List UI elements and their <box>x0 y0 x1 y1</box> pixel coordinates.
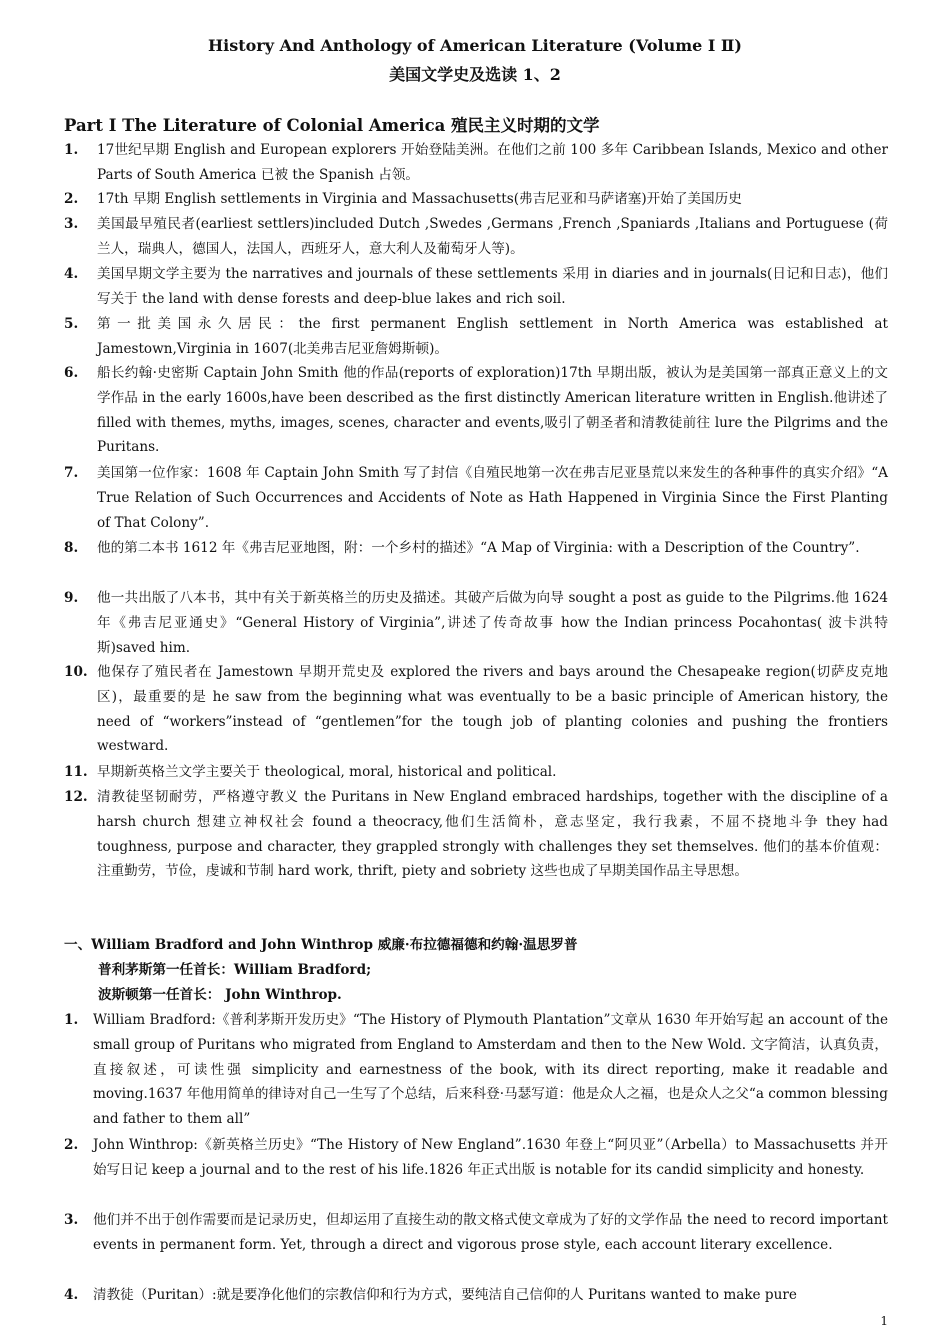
list-item-number: 2. <box>64 191 79 207</box>
list-item-text: 美国最早殖民者(earliest settlers)included Dutch ,Swedes ,Germans ,French ,Spaniards ,Italians and Portuguese (荷兰人，瑞典人，德国人，法国人，西班牙人，意大利人及葡萄牙人等)。 <box>97 216 888 257</box>
list-item-number: 5. <box>64 316 79 332</box>
list-item <box>64 138 888 188</box>
list-item-number: 10. <box>64 664 88 680</box>
list-item <box>64 660 888 759</box>
list-item <box>64 1133 888 1183</box>
list-item-number: 8. <box>64 540 79 556</box>
list-item <box>64 760 888 785</box>
list-item-text: 早期新英格兰文学主要关于 theological, moral, historical and political. <box>97 764 557 780</box>
list-item <box>64 187 888 212</box>
list-item-text: 17th 早期 English settlements in Virginia and Massachusetts(弗吉尼亚和马萨诸塞)开始了美国历史 <box>97 191 742 207</box>
list-item-text: 美国第一位作家：1608 年 Captain John Smith 写了封信《自殖民地第一次在弗吉尼亚垦荒以来发生的各种事件的真实介绍》“A True Relation of Such Occurrences and Accidents of Note as Hath Happened in Virginia Since the First Planting of That Colony”. <box>97 465 888 531</box>
list-item-number: 1. <box>64 142 79 158</box>
list-item-text: 第一批美国永久居民：the first permanent English settlement in North America was established at Jamestown,Virginia in 1607(北美弗吉尼亚詹姆斯顿)。 <box>97 316 888 357</box>
list-item-text: William Bradford:《普利茅斯开发历史》“The History of Plymouth Plantation”文章从 1630 年开始写起 an account of the small group of Puritans who migrated from England to Amsterdam and then to the New Wold. 文字简洁，认真负责，直接叙述，可读性强 simplicity and earnestness of the book, with its direct reporting, make it readable and moving.1637 年他用简单的律诗对自己一生写了个总结，后来科登·马瑟写道：他是众人之福，也是众人之父“a common blessing and father to them all” <box>93 1012 888 1128</box>
list-item-number: 1. <box>64 1012 79 1028</box>
section-note: 普利茅斯第一任首长：William Bradford; <box>98 962 372 978</box>
list-item-text: 17世纪早期 English and European explorers 开始登陆美洲。在他们之前 100 多年 Caribbean Islands, Mexico and other Parts of South America 已被 the Spanish 占领。 <box>97 142 888 183</box>
list-item-text: 他的第二本书 1612 年《弗吉尼亚地图，附：一个乡村的描述》“A Map of Virginia: with a Description of the Country”. <box>97 540 860 556</box>
list-item <box>64 1208 888 1258</box>
list-item <box>64 312 888 362</box>
list-item-number: 9. <box>64 590 79 606</box>
part-heading: Part Ⅰ The Literature of Colonial America 殖民主义时期的文学 <box>64 116 600 135</box>
section-heading-text: 一、William Bradford and John Winthrop 威廉·布拉德福德和约翰·温思罗普 <box>64 937 578 953</box>
list-item-number: 3. <box>64 216 79 232</box>
list-item-number: 12. <box>64 789 88 805</box>
document-title-english: History And Anthology of American Literature (Volume Ⅰ Ⅱ) <box>208 36 742 55</box>
list-item <box>64 1283 888 1308</box>
list-item-text: 清教徒坚韧耐劳，严格遵守教义 the Puritans in New England embraced hardships, together with the discipline of a harsh church 想建立神权社会 found a theocracy,他们生活简朴，意志坚定，我行我素，不屈不挠地斗争 they had toughness, purpose and character, they grappled strongly with challenges they set themselves. 他们的基本价值观：注重勤劳，节俭，虔诚和节制 hard work, thrift, piety and sobriety 这些也成了早期美国作品主导思想。 <box>97 789 888 880</box>
list-item-number: 4. <box>64 266 79 282</box>
list-item <box>64 262 888 312</box>
list-item-text: 船长约翰·史密斯 Captain John Smith 他的作品(reports of exploration)17th 早期出版，被认为是美国第一部真正意义上的文学作品 in the early 1600s,have been described as the first distinctly American literature written in English.他讲述了 filled with themes, myths, images, scenes, character and events,吸引了朝圣者和清教徒前往 lure the Pilgrims and the Puritans. <box>97 365 888 456</box>
list-item <box>64 1008 888 1132</box>
page-number: 1 <box>880 1314 888 1328</box>
list-item-text: 他们并不出于创作需要而是记录历史，但却运用了直接生动的散文格式使文章成为了好的文学作品 the need to record important events in permanent form. Yet, through a direct and vigorous prose style, each account literary excellence. <box>93 1212 888 1253</box>
list-item <box>64 361 888 460</box>
section-heading <box>64 933 577 958</box>
list-item <box>64 536 888 561</box>
list-item-text: John Winthrop:《新英格兰历史》“The History of New England”.1630 年登上“阿贝亚”（Arbella）to Massachusetts 并开始写日记 keep a journal and to the rest of his life.1826 年正式出版 is notable for its candid simplicity and honesty. <box>93 1137 888 1178</box>
list-item-text: 他保存了殖民者在 Jamestown 早期开荒史及 explored the rivers and bays around the Chesapeake region(切萨皮克地区)，最重要的是 he saw from the beginning what was eventually to be a basic principle of American history, the need of “workers”instead of “gentlemen”for the tough job of planting colonies and pushing the frontiers westward. <box>97 664 888 755</box>
list-item <box>64 785 888 884</box>
list-item-text: 清教徒（Puritan）:就是要净化他们的宗教信仰和行为方式，要纯洁自己信仰的人 Puritans wanted to make pure <box>93 1287 797 1303</box>
section-note: 波斯顿第一任首长： John Winthrop. <box>98 987 342 1003</box>
list-item <box>64 586 888 660</box>
document-title-chinese: 美国文学史及选读 1、2 <box>389 65 561 84</box>
list-item <box>64 212 888 262</box>
list-item-text: 美国早期文学主要为 the narratives and journals of these settlements 采用 in diaries and in journals(日记和日志)，他们写关于 the land with dense forests and deep-blue lakes and rich soil. <box>97 266 888 307</box>
list-item-number: 11. <box>64 764 88 780</box>
list-item-number: 6. <box>64 365 79 381</box>
list-item-number: 3. <box>64 1212 79 1228</box>
list-item-text: 他一共出版了八本书，其中有关于新英格兰的历史及描述。其破产后做为向导 sought a post as guide to the Pilgrims.他 1624 年《弗吉尼亚通史》“General History of Virginia”,讲述了传奇故事 how the Indian princess Pocahontas( 波卡洪特斯)saved him. <box>97 590 888 656</box>
list-item <box>64 461 888 535</box>
list-item-number: 7. <box>64 465 79 481</box>
list-item-number: 4. <box>64 1287 79 1303</box>
list-item-number: 2. <box>64 1137 79 1153</box>
